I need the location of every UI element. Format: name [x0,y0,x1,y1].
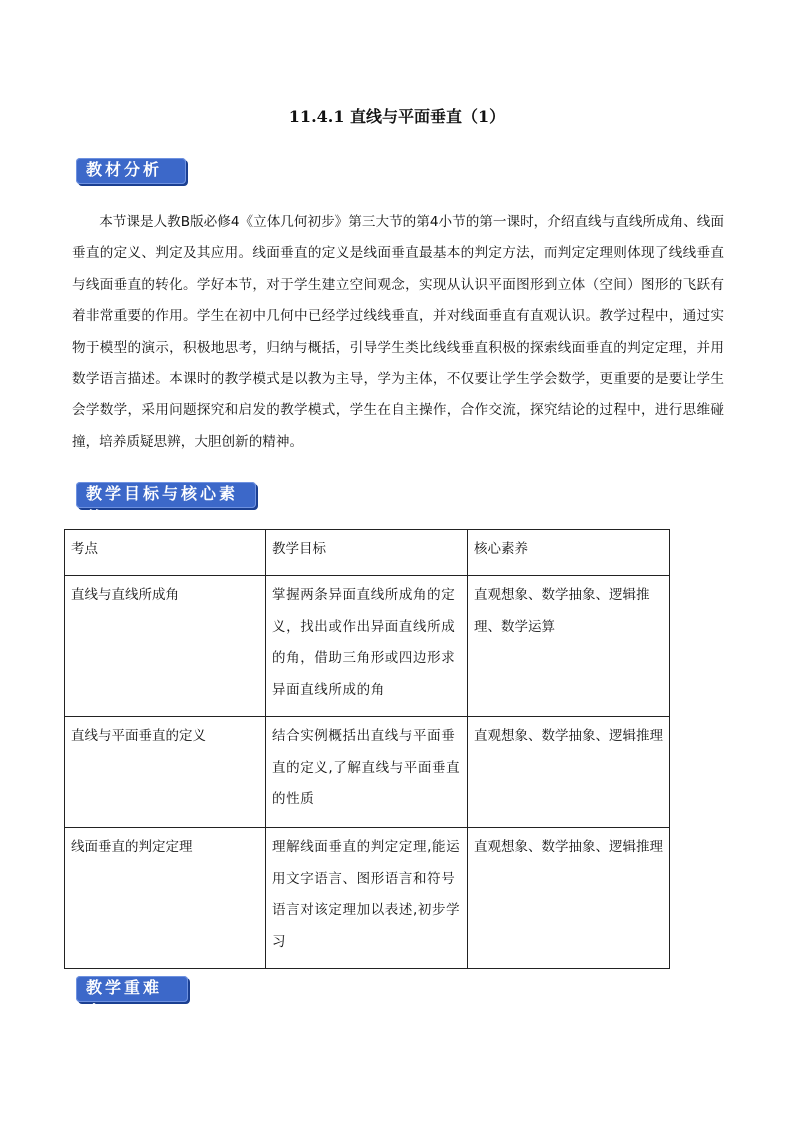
table-cell-goal: 掌握两条异面直线所成角的定义，找出或作出异面直线所成的角，借助三角形或四边形求异面直线所成的角 [266,576,468,717]
table-cell-competency: 直观想象、数学抽象、逻辑推理 [468,717,670,828]
section-heading-difficulty: 教学重难点 [76,976,188,1002]
table-cell-competency: 直观想象、数学抽象、逻辑推理 [468,828,670,969]
page-title: 11.4.1 直线与平面垂直（1） [288,107,506,126]
table-cell-goal: 结合实例概括出直线与平面垂直的定义,了解直线与平面垂直的性质 [266,717,468,828]
header-cell-competency: 核心素养 [468,530,670,576]
table-cell-topic: 直线与直线所成角 [65,576,266,717]
table-header-row [65,530,670,576]
table-row [65,576,670,717]
section-heading-goals: 教学目标与核心素养 [76,482,256,508]
table-cell-topic: 直线与平面垂直的定义 [65,717,266,828]
table-cell-competency: 直观想象、数学抽象、逻辑推理、数学运算 [468,576,670,717]
header-cell-goal: 教学目标 [266,530,468,576]
section-heading-analysis: 教材分析 [76,158,186,184]
table-row [65,828,670,969]
table-cell-goal: 理解线面垂直的判定定理,能运用文字语言、图形语言和符号语言对该定理加以表述,初步学习 [266,828,468,969]
goals-table [64,529,670,969]
table-row [65,717,670,828]
intro-paragraph: 本节课是人教B版必修4《立体几何初步》第三大节的第4小节的第一课时，介绍直线与直线所成角、线面垂直的定义、判定及其应用。线面垂直的定义是线面垂直最基本的判定方法，而判定定理则体现了线线垂直与线面垂直的转化。学好本节，对于学生建立空间观念，实现从认识平面图形到立体（空间）图形的飞跃有着非常重要的作用。学生在初中几何中已经学过线线垂直，并对线面垂直有直观认识。教学过程中，通过实物于模型的演示，积极地思考，归纳与概括，引导学生类比线线垂直积极的探索线面垂直的判定定理，并用数学语言描述。本课时的教学模式是以教为主导，学为主体，不仅要让学生学会数学，更重要的是要让学生会学数学，采用问题探究和启发的教学模式，学生在自主操作，合作交流，探究结论的过程中，进行思维碰撞，培养质疑思辨，大胆创新的精神。 [72,214,724,450]
table-cell-topic: 线面垂直的判定定理 [65,828,266,969]
header-cell-topic: 考点 [65,530,266,576]
